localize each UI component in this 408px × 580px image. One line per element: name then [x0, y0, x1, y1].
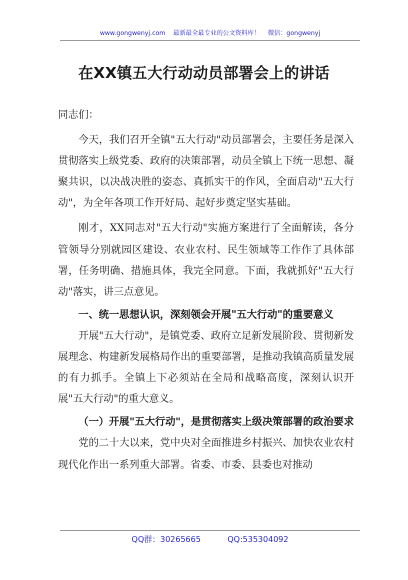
document-title: 在XX镇五大行动动员部署会上的讲话: [78, 64, 330, 82]
paragraph-intro: 今天，我们召开全镇"五大行动"动员部署会，主要任务是深入贯彻落实上级党委、政府的决策部署，动员全镇上下统一思想、凝聚共识，以决战决胜的姿态、真抓实干的作风，全面启动"五大行动"，为全年各项工作开好局、起好步奠定坚实基础。: [58, 135, 354, 210]
paragraph-review: 刚才，XX同志对"五大行动"实施方案进行了全面解读，各分管领导分别就园区建设、农业农村、民生领域等工作作了具体部署，任务明确、措施具体，我完全同意。下面，我就抓好"五大行动"落实，讲三点意见。: [58, 223, 354, 298]
page-footer: [60, 530, 360, 545]
page-header: [60, 28, 360, 41]
qq-group-number: QQ群：30265665: [131, 535, 201, 544]
site-url-link[interactable]: www.gongwenyj.com: [99, 30, 166, 37]
header-slogan: 最新最全最专业的公文资料库！: [173, 30, 260, 37]
salutation: 同志们：: [58, 110, 99, 121]
section-heading-1: 一、统一思想认识，深刻领会开展"五大行动"的重要意义: [78, 309, 334, 321]
wechat-label: 微信：gongwenyj: [267, 30, 321, 37]
document-body: [58, 105, 354, 476]
subsection-1-paragraph: 党的二十大以来，党中央对全面推进乡村振兴、加快农业农村现代化作出一系列重大部署。省委、市委、县委也对推动: [58, 438, 354, 471]
section-1-paragraph: 开展"五大行动"，是镇党委、政府立足新发展阶段、贯彻新发展理念、构建新发展格局作出的重要部署，是推动我镇高质量发展的有力抓手。全镇上下必须站在全局和战略高度，深刻认识开展"五大行动"的重大意义。: [58, 330, 354, 406]
subsection-heading-1: （一）开展"五大行动"，是贯彻落实上级决策部署的政治要求: [78, 416, 354, 429]
qq-contact-number: QQ:535304092: [227, 535, 289, 544]
